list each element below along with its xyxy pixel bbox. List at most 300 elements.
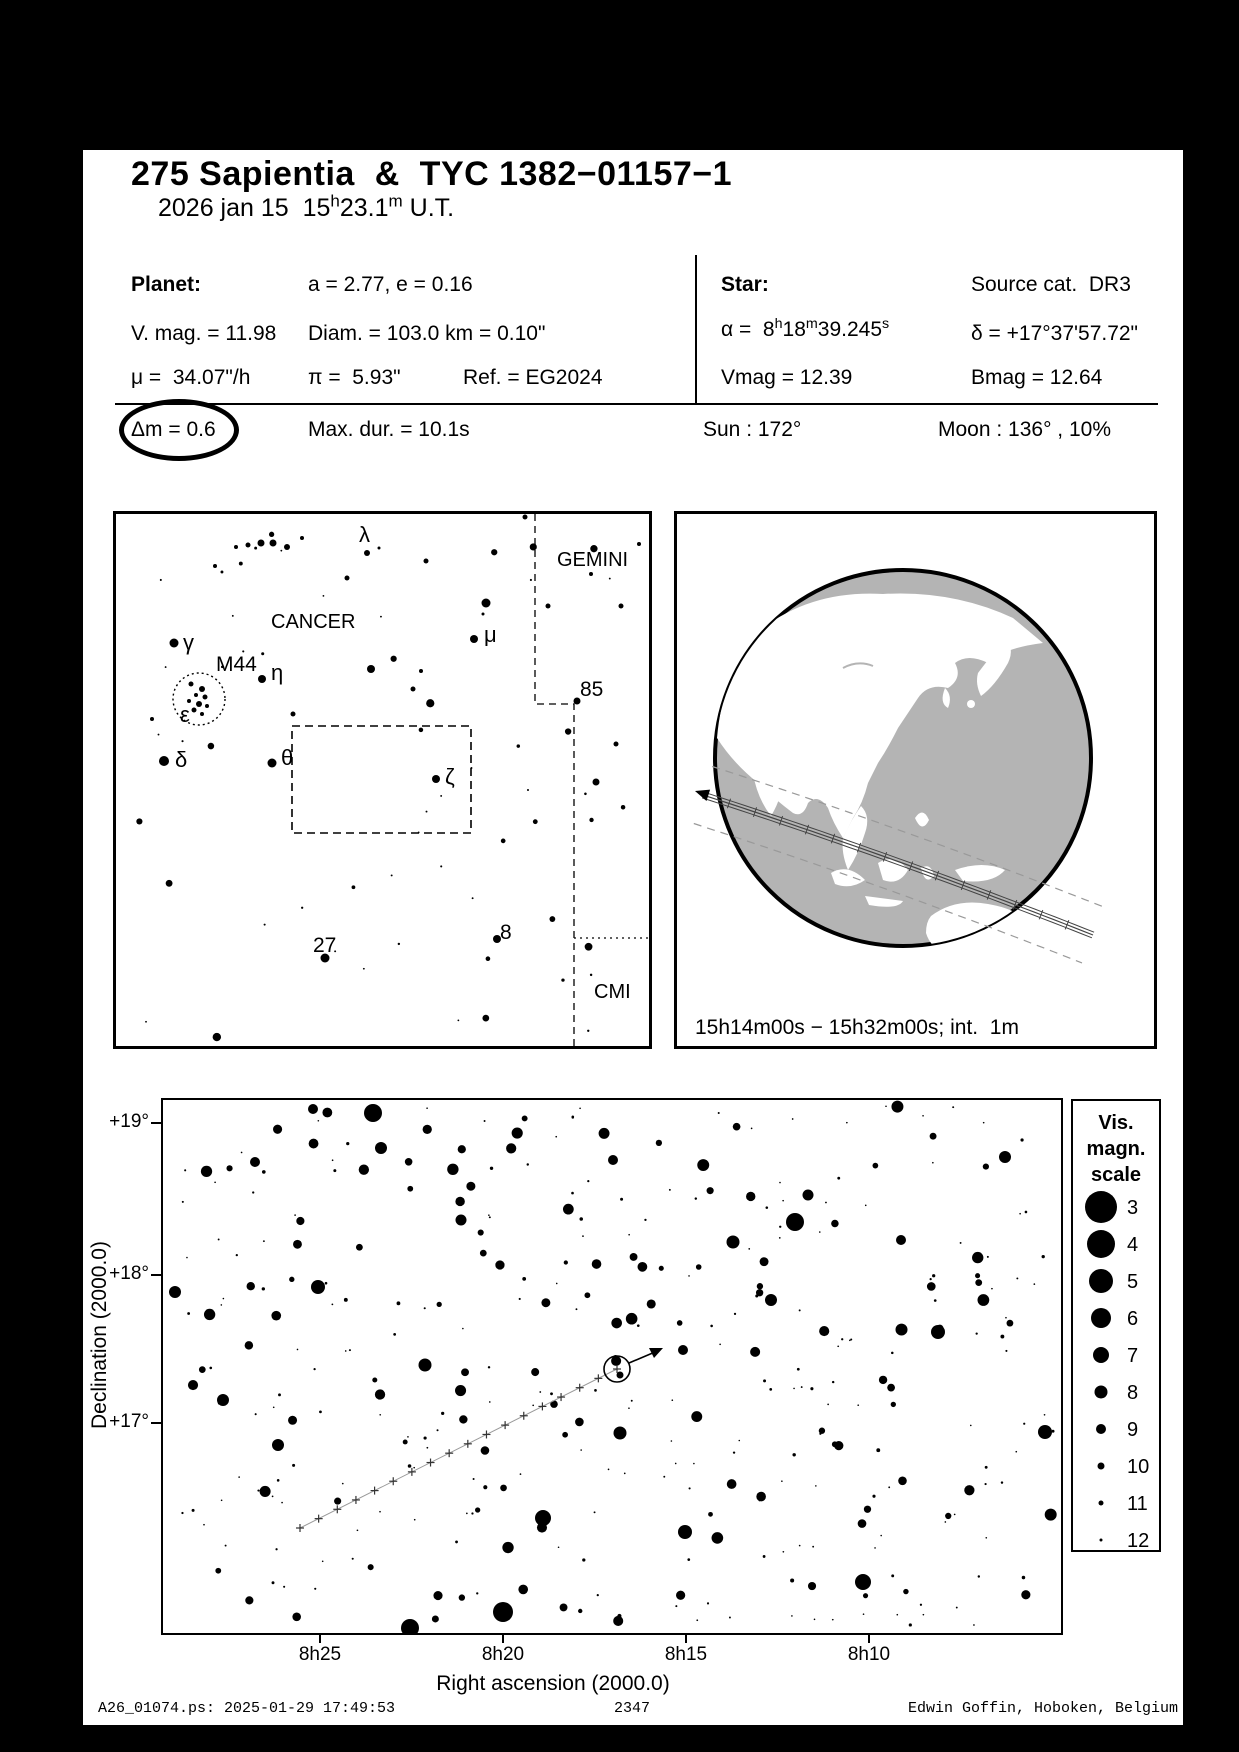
star-dot bbox=[440, 865, 442, 867]
hour-superscript: h bbox=[330, 191, 340, 211]
star-dot bbox=[426, 699, 434, 707]
star-dot bbox=[978, 1294, 990, 1306]
star-dot bbox=[589, 572, 593, 576]
star-dot bbox=[614, 742, 619, 747]
star-dot bbox=[486, 956, 491, 961]
star-dot bbox=[433, 1591, 442, 1600]
star-dot bbox=[858, 1519, 867, 1528]
star-dot bbox=[934, 1299, 937, 1302]
star-dot bbox=[638, 1262, 648, 1272]
star-dot bbox=[936, 1325, 943, 1332]
star-dot bbox=[628, 1234, 630, 1236]
star-dot bbox=[432, 1615, 439, 1622]
legend-magnitude-value: 5 bbox=[1127, 1271, 1139, 1293]
star-dot bbox=[441, 1412, 444, 1415]
star-dot bbox=[426, 811, 428, 813]
star-dot bbox=[1038, 1425, 1052, 1439]
star-dot bbox=[481, 1446, 490, 1455]
star-dot bbox=[1022, 1576, 1026, 1580]
star-dot bbox=[461, 1368, 469, 1376]
star-dot bbox=[611, 1318, 622, 1329]
legend-title-line: magn. bbox=[1086, 1138, 1146, 1160]
star-dot bbox=[136, 818, 142, 824]
kyushu bbox=[967, 700, 975, 708]
star-dot bbox=[872, 1495, 875, 1498]
star-dot bbox=[812, 1546, 814, 1548]
finder-label: 85 bbox=[580, 678, 604, 701]
legend-magnitude-circle bbox=[1089, 1269, 1113, 1293]
star-dot bbox=[401, 1619, 419, 1633]
star-dot bbox=[527, 789, 529, 791]
star-dot bbox=[255, 1413, 257, 1415]
star-dot bbox=[419, 728, 424, 733]
star-dot bbox=[236, 1254, 238, 1256]
star-dot bbox=[264, 924, 266, 926]
star-dot bbox=[786, 1213, 804, 1231]
star-dot bbox=[827, 1404, 829, 1406]
star-dot bbox=[671, 1399, 673, 1401]
star-dot bbox=[803, 1190, 814, 1201]
star-dot bbox=[757, 1283, 763, 1289]
star-dot bbox=[669, 1189, 671, 1191]
star-dot bbox=[407, 1436, 409, 1438]
star-dot bbox=[765, 1294, 777, 1306]
star-dot bbox=[263, 1240, 265, 1242]
star-dot bbox=[258, 675, 266, 683]
star-dot bbox=[489, 1216, 491, 1218]
star-dot bbox=[200, 712, 204, 716]
star-dot bbox=[619, 604, 624, 609]
star-dot bbox=[857, 1404, 859, 1406]
star-dot bbox=[209, 1367, 212, 1370]
star-dot bbox=[145, 1021, 147, 1023]
star-dot bbox=[585, 943, 593, 951]
star-dot bbox=[189, 682, 194, 687]
star-dot bbox=[879, 1376, 887, 1384]
star-dot bbox=[322, 1560, 324, 1562]
star-dot bbox=[273, 1406, 275, 1408]
star-dot bbox=[368, 1564, 374, 1570]
star-dot bbox=[865, 1205, 867, 1207]
star-dot bbox=[561, 978, 564, 981]
star-dot bbox=[309, 1139, 319, 1149]
star-dot bbox=[225, 1545, 227, 1547]
star-dot bbox=[457, 1019, 459, 1021]
star-dot bbox=[763, 1379, 766, 1382]
star-dot bbox=[571, 1192, 574, 1195]
star-source-catalog: Source cat. DR3 bbox=[971, 273, 1131, 296]
star-dot bbox=[215, 1568, 221, 1574]
star-dot bbox=[707, 1187, 714, 1194]
star-dot bbox=[527, 1163, 529, 1165]
star-dot bbox=[984, 1483, 986, 1485]
star-dot bbox=[964, 1485, 974, 1495]
star-dot bbox=[779, 1182, 781, 1184]
dec-tick-label: +18° bbox=[109, 1263, 149, 1284]
star-dot bbox=[719, 1344, 721, 1346]
finder-label: δ bbox=[175, 747, 188, 772]
star-dot bbox=[891, 1352, 894, 1355]
star-dot bbox=[297, 1349, 299, 1351]
star-dot bbox=[537, 1523, 547, 1533]
magnitude-scale-legend bbox=[1071, 1099, 1161, 1552]
star-dot bbox=[729, 1617, 731, 1619]
star-dot bbox=[470, 767, 472, 769]
star-dot bbox=[471, 1512, 473, 1514]
star-dot bbox=[956, 1607, 958, 1609]
star-dot bbox=[221, 571, 224, 574]
star-dot bbox=[975, 1279, 982, 1286]
star-dot bbox=[825, 1202, 827, 1204]
star-dot bbox=[380, 616, 382, 618]
legend-magnitude-circle bbox=[1087, 1230, 1115, 1258]
star-dot bbox=[188, 1380, 198, 1390]
star-dot bbox=[533, 819, 538, 824]
star-dot bbox=[150, 717, 154, 721]
ra-tick-mark bbox=[502, 1633, 504, 1643]
star-dot bbox=[482, 613, 485, 616]
datetime-date: 2026 jan 15 15 bbox=[158, 194, 331, 222]
star-dot bbox=[245, 1596, 253, 1604]
star-dot bbox=[927, 1282, 936, 1291]
star-dot bbox=[594, 1389, 597, 1392]
star-dot bbox=[631, 1400, 633, 1402]
ra-tick-label: 8h25 bbox=[298, 1644, 342, 1665]
star-dot bbox=[710, 1325, 713, 1328]
star-bmag: Bmag = 12.64 bbox=[971, 366, 1103, 389]
star-dot bbox=[1015, 1451, 1017, 1453]
constellation-boundary-line bbox=[535, 514, 574, 1046]
star-dot bbox=[199, 686, 205, 692]
star-dot bbox=[565, 728, 571, 734]
star-dot bbox=[880, 1535, 882, 1537]
legend-magnitude-value: 11 bbox=[1127, 1493, 1148, 1515]
star-dot bbox=[766, 1206, 769, 1209]
star-dot bbox=[223, 1298, 225, 1300]
star-dot bbox=[582, 1235, 584, 1237]
star-dot bbox=[572, 1115, 575, 1118]
star-dot bbox=[194, 693, 198, 697]
star-dot bbox=[221, 1499, 223, 1501]
star-dot bbox=[391, 656, 397, 662]
star-dot bbox=[345, 576, 350, 581]
star-dot bbox=[398, 943, 400, 945]
document-page bbox=[83, 150, 1183, 1725]
star-dot bbox=[208, 1313, 210, 1315]
star-dot bbox=[500, 1485, 507, 1492]
star-dot bbox=[976, 1332, 978, 1334]
finder-label: M44 bbox=[216, 653, 257, 676]
finder-label: ζ bbox=[445, 764, 455, 789]
star-dot bbox=[837, 1177, 840, 1180]
star-dot bbox=[896, 1235, 906, 1245]
star-dot bbox=[205, 704, 209, 708]
star-dot bbox=[613, 1616, 623, 1626]
star-dot bbox=[885, 1105, 887, 1107]
star-dot bbox=[863, 1613, 865, 1615]
star-dot bbox=[978, 1575, 980, 1577]
star-dot bbox=[782, 1551, 784, 1553]
datetime-ut: U.T. bbox=[402, 194, 455, 222]
star-dot bbox=[470, 635, 478, 643]
star-dot bbox=[502, 1542, 513, 1553]
star-dot bbox=[512, 1127, 523, 1138]
star-dot bbox=[810, 1387, 813, 1390]
star-dot bbox=[257, 1490, 259, 1492]
star-dot bbox=[357, 1529, 359, 1531]
star-dot bbox=[269, 532, 274, 537]
star-dot bbox=[218, 1402, 221, 1405]
star-dot bbox=[296, 1217, 304, 1225]
star-dot bbox=[556, 1283, 558, 1285]
star-dot bbox=[887, 1384, 895, 1392]
star-dot bbox=[599, 1128, 610, 1139]
star-dot bbox=[308, 1104, 318, 1114]
star-dot bbox=[891, 1101, 903, 1113]
legend-title-line: scale bbox=[1090, 1164, 1142, 1186]
star-dot bbox=[676, 1591, 685, 1600]
star-dot bbox=[756, 1492, 766, 1502]
star-dot bbox=[184, 1169, 186, 1171]
star-dot bbox=[523, 515, 528, 520]
star-dot bbox=[318, 1120, 320, 1122]
star-dot bbox=[272, 1439, 284, 1451]
star-dot bbox=[930, 1278, 932, 1280]
star-dot bbox=[208, 743, 215, 750]
star-dot bbox=[932, 1162, 934, 1164]
star-dot bbox=[517, 744, 520, 747]
dec-tick-mark bbox=[151, 1274, 161, 1276]
star-dot bbox=[748, 1248, 750, 1250]
star-dot bbox=[476, 1592, 478, 1594]
star-dot bbox=[628, 1407, 630, 1409]
star-dot bbox=[501, 839, 506, 844]
footer-page-number: 2347 bbox=[613, 1700, 650, 1717]
star-dot bbox=[379, 1511, 381, 1513]
star-dot bbox=[345, 1350, 347, 1352]
star-dot bbox=[688, 1275, 690, 1277]
star-dot bbox=[592, 1259, 602, 1269]
star-dot bbox=[621, 805, 626, 810]
star-dot bbox=[344, 1298, 348, 1302]
star-dot bbox=[414, 1519, 416, 1521]
star-dot bbox=[346, 1142, 349, 1145]
star-dot bbox=[898, 1476, 907, 1485]
star-dot bbox=[293, 1240, 302, 1249]
globe-caption: 15h14m00s − 15h32m00s; int. 1m bbox=[695, 1016, 1019, 1039]
star-dot bbox=[466, 1513, 468, 1515]
star-dot bbox=[484, 1120, 486, 1122]
star-dot bbox=[799, 1545, 801, 1547]
table-rule bbox=[115, 403, 1158, 405]
star-dot bbox=[411, 687, 416, 692]
finder-label: CMI bbox=[594, 981, 631, 1003]
star-dot bbox=[245, 1341, 254, 1350]
star-dot bbox=[555, 1136, 557, 1138]
star-dot bbox=[490, 1167, 493, 1170]
star-dot bbox=[165, 666, 167, 668]
star-dot bbox=[426, 1107, 428, 1109]
star-dot bbox=[563, 1204, 574, 1215]
star-dot bbox=[364, 550, 370, 556]
star-dot bbox=[985, 1466, 988, 1469]
star-dot bbox=[458, 1145, 466, 1153]
legend-magnitude-circle bbox=[1100, 1539, 1103, 1542]
ra-minutes: 18 bbox=[782, 318, 806, 341]
star-dot bbox=[691, 1411, 702, 1422]
star-dot bbox=[493, 1602, 513, 1622]
star-dot bbox=[283, 1586, 285, 1588]
ra-tick-label: 8h20 bbox=[481, 1644, 525, 1665]
detail-star-chart bbox=[161, 1098, 1063, 1635]
star-dot bbox=[418, 832, 420, 834]
star-dot bbox=[647, 1299, 656, 1308]
star-dot bbox=[846, 1122, 848, 1124]
star-dot bbox=[247, 1282, 255, 1290]
star-dot bbox=[675, 1463, 677, 1465]
star-dec: δ = +17°37'57.72" bbox=[971, 322, 1139, 345]
star-dot bbox=[819, 1231, 821, 1233]
ra-m-sup: m bbox=[805, 316, 818, 332]
star-dot bbox=[359, 1165, 369, 1175]
star-dot bbox=[689, 1487, 691, 1489]
legend-magnitude-circle bbox=[1096, 1424, 1106, 1434]
star-dot bbox=[488, 1214, 490, 1216]
star-dot bbox=[473, 1478, 475, 1480]
star-dot bbox=[203, 1524, 205, 1526]
star-dot bbox=[432, 775, 440, 783]
star-dot bbox=[1044, 1414, 1046, 1416]
ra-s-sup: s bbox=[882, 316, 890, 332]
star-dot bbox=[779, 1226, 781, 1228]
star-dot bbox=[797, 1368, 800, 1371]
star-dot bbox=[232, 615, 234, 617]
event-datetime bbox=[158, 191, 455, 223]
ra-tick-label: 8h15 bbox=[664, 1644, 708, 1665]
star-dot bbox=[876, 1448, 880, 1452]
star-dot bbox=[903, 1589, 908, 1594]
star-dot bbox=[426, 1447, 428, 1449]
star-dot bbox=[363, 968, 365, 970]
star-dot bbox=[280, 550, 282, 552]
star-dot bbox=[973, 1624, 975, 1626]
star-dot bbox=[413, 1467, 415, 1469]
star-dot bbox=[678, 1345, 688, 1355]
star-dot bbox=[630, 1253, 638, 1261]
star-dot bbox=[520, 1473, 522, 1475]
star-dot bbox=[455, 1541, 458, 1544]
star-dot bbox=[466, 1182, 475, 1191]
star-dot bbox=[991, 1288, 993, 1290]
star-dot bbox=[718, 1112, 720, 1114]
legend-magnitude-value: 12 bbox=[1127, 1530, 1150, 1550]
star-dot bbox=[199, 1366, 206, 1373]
star-dot bbox=[437, 1302, 442, 1307]
star-dot bbox=[759, 1500, 761, 1502]
star-dot bbox=[614, 1427, 627, 1440]
star-dot bbox=[584, 1292, 590, 1298]
star-dot bbox=[367, 665, 375, 673]
star-dot bbox=[584, 793, 587, 796]
star-dot bbox=[1033, 1283, 1035, 1285]
star-dot bbox=[532, 1404, 534, 1406]
moon-distance: Moon : 136° , 10% bbox=[938, 418, 1112, 441]
star-dot bbox=[364, 1104, 382, 1122]
star-dot bbox=[896, 1614, 898, 1616]
star-dot bbox=[291, 712, 296, 717]
planet-parallax: π = 5.93" bbox=[308, 366, 401, 389]
legend-magnitude-circle bbox=[1085, 1191, 1117, 1223]
star-dot bbox=[423, 1125, 432, 1134]
star-dot bbox=[356, 1244, 363, 1251]
star-dot bbox=[920, 1604, 922, 1606]
star-dot bbox=[234, 545, 238, 549]
star-dot bbox=[819, 1326, 829, 1336]
star-dot bbox=[447, 1164, 458, 1175]
star-dot bbox=[975, 1273, 980, 1278]
ra-tick-mark bbox=[319, 1633, 321, 1643]
star-dot bbox=[983, 1122, 985, 1124]
star-dot bbox=[482, 599, 491, 608]
star-dot bbox=[972, 1252, 983, 1263]
dec-tick-mark bbox=[151, 1122, 161, 1124]
star-dot bbox=[218, 1239, 220, 1241]
star-dot bbox=[424, 1436, 427, 1439]
star-dot bbox=[281, 1502, 283, 1504]
star-dot bbox=[408, 1464, 412, 1468]
star-dot bbox=[763, 1555, 766, 1558]
star-dot bbox=[518, 1585, 528, 1595]
star-dot bbox=[970, 1425, 972, 1427]
star-dot bbox=[624, 1473, 626, 1475]
planet-vmag: V. mag. = 11.98 bbox=[131, 322, 277, 345]
star-dot bbox=[489, 1401, 491, 1403]
star-dot bbox=[213, 564, 217, 568]
star-dot bbox=[593, 779, 600, 786]
star-dot bbox=[331, 1303, 333, 1305]
star-dot bbox=[278, 1393, 281, 1396]
star-dot bbox=[186, 1257, 188, 1259]
star-dot bbox=[522, 1277, 526, 1281]
star-dot bbox=[727, 1243, 729, 1245]
star-dot bbox=[170, 639, 179, 648]
star-dot bbox=[609, 578, 611, 580]
star-dot bbox=[734, 1313, 736, 1315]
finder-label: μ bbox=[484, 622, 497, 647]
planet-ref: Ref. = EG2024 bbox=[463, 366, 603, 389]
star-dot bbox=[697, 1159, 709, 1171]
star-dot bbox=[262, 1170, 266, 1174]
legend-magnitude-circle bbox=[1095, 1386, 1108, 1399]
star-dot bbox=[226, 1165, 232, 1171]
star-dot bbox=[262, 1287, 265, 1290]
star-dot bbox=[733, 1451, 735, 1453]
star-dot bbox=[159, 756, 169, 766]
star-dot bbox=[932, 1274, 935, 1277]
star-dot bbox=[391, 874, 393, 876]
star-dot bbox=[850, 1338, 852, 1340]
finder-label: γ bbox=[183, 630, 194, 655]
star-dot bbox=[999, 1151, 1011, 1163]
star-dot bbox=[751, 1128, 753, 1130]
star-dot bbox=[922, 1115, 924, 1117]
star-dot bbox=[985, 1537, 987, 1539]
star-dot bbox=[695, 1197, 697, 1199]
star-dot bbox=[617, 1372, 624, 1379]
star-dot bbox=[419, 669, 423, 673]
planet-label: Planet: bbox=[131, 273, 202, 296]
star-dot bbox=[405, 1158, 413, 1166]
